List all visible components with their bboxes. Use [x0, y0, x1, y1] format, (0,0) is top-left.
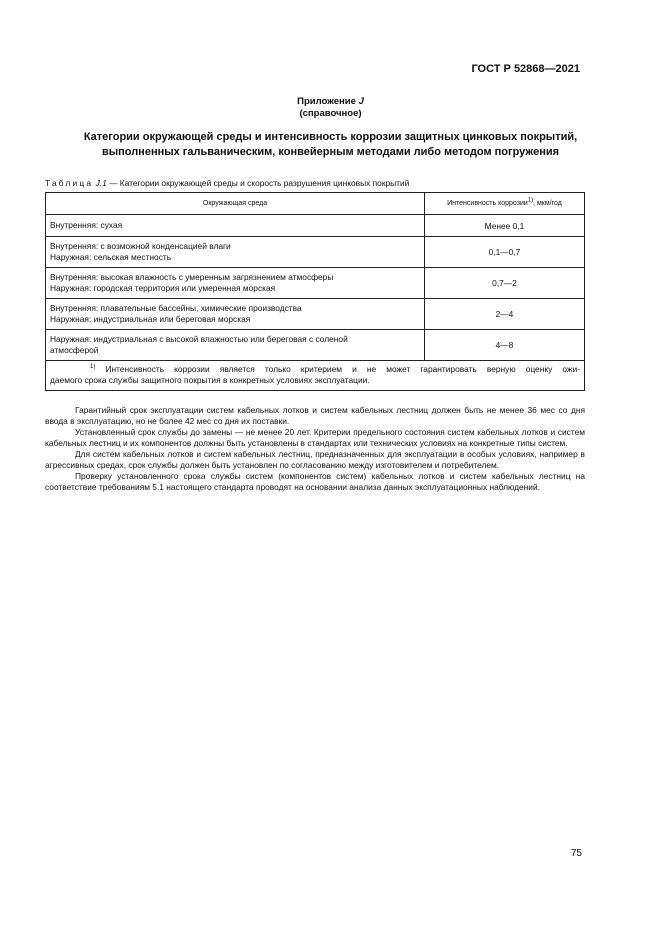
environment-cell	[46, 299, 425, 330]
header-rate-unit: , мкм/год	[533, 200, 562, 207]
paragraph-warranty: Гарантийный срок эксплуатации систем кабельных лотков и систем кабельных лестниц должен быть не менее 36 мес со дня ввода в эксплуатацию, но не более 42 мес со дня их поставки.	[45, 405, 585, 426]
table-header-row	[46, 193, 585, 215]
table-caption	[45, 178, 409, 188]
environment-cell	[46, 330, 425, 361]
appendix-label: Приложение	[297, 96, 356, 107]
env-line-1: Внутренняя: сухая	[50, 220, 123, 230]
header-environment: Окружающая среда	[46, 193, 425, 215]
body-text	[45, 405, 585, 493]
table-row	[46, 299, 585, 330]
table-row	[46, 268, 585, 299]
env-line-1: Наружная: индустриальная с высокой влажностью или береговая с соленой	[50, 334, 348, 344]
table-caption-word: Таблица	[45, 178, 94, 188]
env-line-2: Наружная: сельская местность	[50, 252, 172, 262]
footnote-line-1	[50, 364, 580, 375]
paragraph-special-conditions: Для систем кабельных лотков и систем кабельных лестниц, предназначенных для эксплуатации в особых условиях, например в агрессивных средах, срок службы должен быть установлен по согласованию между изготовителем и потребителем.	[45, 449, 585, 470]
env-line-2: Наружная: индустриальная или береговая морская	[50, 314, 251, 324]
appendix-heading	[50, 130, 611, 160]
heading-line-2: выполненных гальваническим, конвейерным методами либо методом погружения	[101, 146, 560, 158]
environment-cell	[46, 268, 425, 299]
footnote-line-2: даемого срока службы защитного покрытия в конкретных условиях эксплуатации.	[50, 375, 370, 385]
header-rate-footnote-ref: 1)	[527, 197, 534, 204]
env-line-1: Внутренняя: высокая влажность с умеренным загрязнением атмосферы	[50, 272, 334, 282]
paragraph-service-life: Установленный срок службы до замены — не менее 20 лет. Критерии предельного состояния систем кабельных лотков и систем кабельных лестниц и их компонентов должны быть установлены в стандартах или технических условиях на конкретные типы систем.	[45, 427, 585, 448]
env-line-2: Наружная: городская территория или умеренная морская	[50, 283, 276, 293]
appendix-title	[0, 96, 661, 120]
env-line-2: атмосферой	[50, 345, 99, 355]
appendix-letter: J	[358, 96, 364, 107]
table-row	[46, 330, 585, 361]
rate-cell: 2—4	[425, 299, 585, 330]
environment-cell	[46, 237, 425, 268]
corrosion-table	[45, 192, 585, 391]
table-row	[46, 215, 585, 237]
footnote-text-1: Интенсивность коррозии является только критерием и не может гарантировать верную оценку ожи-	[105, 364, 581, 374]
table-caption-text: — Категории окружающей среды и скорость разрушения цинковых покрытий	[106, 178, 410, 188]
rate-cell: Менее 0,1	[425, 215, 585, 237]
standard-code: ГОСТ Р 52868—2021	[471, 63, 580, 75]
environment-cell	[46, 215, 425, 237]
header-rate-label: Интенсивность коррозии	[447, 200, 528, 207]
paragraph-verification: Проверку установленного срока службы систем (компонентов систем) кабельных лотков и систем кабельных лестниц на соответствие требованиям 5.1 настоящего стандарта проводят на основании анализа данных эксплуатационных наблюдений.	[45, 471, 585, 492]
table-footnote-row	[46, 361, 585, 391]
table-footnote	[46, 361, 585, 391]
env-line-1: Внутренняя: плавательные бассейны, химические производства	[50, 303, 302, 313]
env-line-1: Внутренняя: с возможной конденсацией влаги	[50, 241, 231, 251]
rate-cell: 4—8	[425, 330, 585, 361]
heading-line-1: Категории окружающей среды и интенсивность коррозии защитных цинковых покрытий,	[83, 131, 578, 143]
footnote-marker: 1)	[90, 364, 96, 371]
header-corrosion-rate	[425, 193, 585, 215]
page-number: 75	[570, 848, 582, 859]
table-row	[46, 237, 585, 268]
table-caption-number: J.1	[95, 178, 107, 188]
appendix-subtitle: (справочное)	[299, 108, 362, 119]
rate-cell: 0,7—2	[425, 268, 585, 299]
rate-cell: 0,1—0,7	[425, 237, 585, 268]
